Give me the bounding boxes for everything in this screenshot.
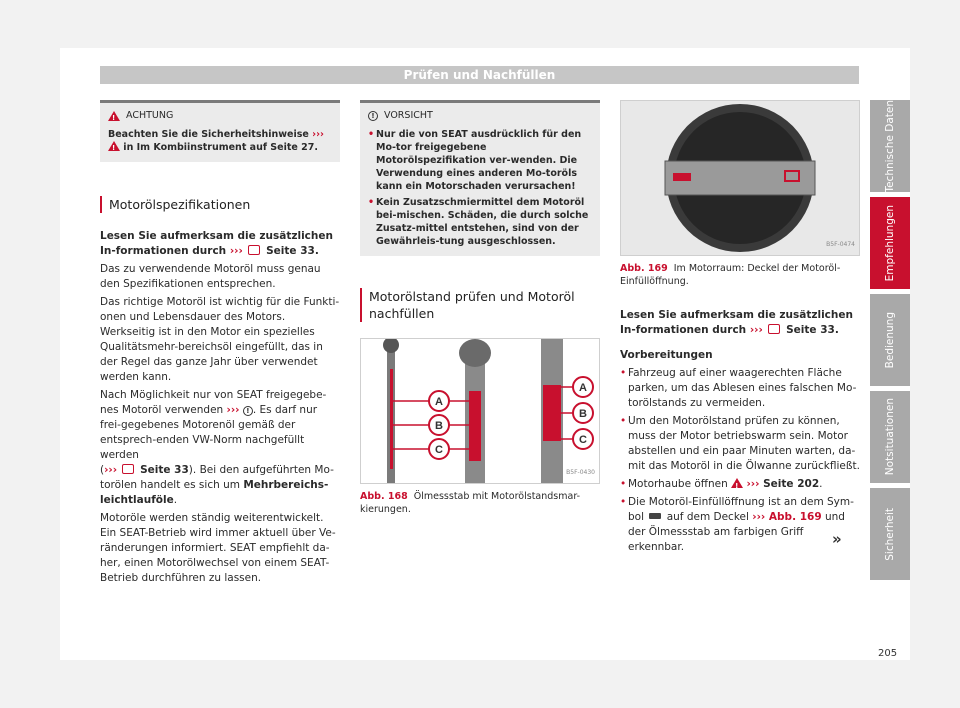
- oil-cap-illustration: [621, 101, 859, 255]
- figure-168-caption: [360, 490, 600, 516]
- figure-caption-text: Ölmessstab mit Motorölstandsmar-kierungen.: [360, 491, 581, 515]
- warning-icon: [731, 478, 743, 488]
- book-icon: [122, 464, 134, 474]
- caution-title: VORSICHT: [384, 110, 433, 121]
- tab-technische-daten[interactable]: [870, 100, 910, 192]
- label-b-right: B: [579, 408, 587, 420]
- intro-para-right: [620, 308, 860, 338]
- label-c: C: [435, 444, 443, 456]
- list-item: • Fahrzeug auf einer waagerechten Fläche parken, um das Ablesen eines falschen Mo-torölstands zu vermeiden.: [620, 366, 860, 411]
- warning-text-a: Beachten Sie die Sicherheitshinweise: [108, 129, 313, 140]
- figure-number: Abb. 168: [360, 491, 408, 502]
- intro-text: Lesen Sie aufmerksam die zusätzlichen In-formationen durch: [100, 230, 333, 257]
- list-item: [620, 495, 860, 555]
- figure-168: [360, 338, 600, 484]
- tab-label: Empfehlungen: [884, 204, 896, 282]
- intro-link[interactable]: Seite 33: [262, 245, 315, 257]
- side-tabs: [870, 100, 910, 585]
- figure-link[interactable]: Abb. 169: [765, 511, 822, 523]
- warning-text-b: in Im Kombiinstrument auf Seite 27.: [120, 142, 318, 153]
- figure-number: Abb. 169: [620, 263, 668, 274]
- figure-169: [620, 100, 860, 256]
- column-right: [620, 100, 860, 555]
- list-item: • Um den Motorölstand prüfen zu können, muss der Motor betriebswarm sein. Motor abstellen und ein paar Minuten warten, da-mit das Motoröl in die Ölwanne zurückfließt.: [620, 414, 860, 474]
- dipstick-illustration: [361, 339, 599, 483]
- intro-end: .: [834, 324, 839, 336]
- label-b: B: [435, 420, 443, 432]
- list-arrows: ›››: [746, 478, 760, 490]
- warning-icon: [108, 111, 120, 121]
- info-icon: !: [243, 406, 253, 416]
- intro-link[interactable]: Seite 33: [782, 324, 835, 336]
- tab-notsituationen[interactable]: [870, 391, 910, 483]
- book-icon: [768, 324, 780, 334]
- continue-arrow: »: [832, 530, 842, 548]
- list-text: Die Motoröl-Einfüllöffnung ist an dem Sym-bol: [628, 496, 854, 523]
- figure-code: B5F-0430: [566, 469, 595, 476]
- intro-arrows: ›››: [749, 324, 763, 336]
- list-item: [620, 477, 860, 492]
- list-link[interactable]: Seite 202: [759, 478, 820, 490]
- para-4-b: . Es darf nur frei-gegebenes Motorenöl gemäß der entsprech-enden VW-Norm nachgefüllt werden: [100, 404, 318, 461]
- heading-oil-spec: Motorölspezifikationen: [100, 196, 340, 213]
- warning-title: ACHTUNG: [126, 110, 174, 121]
- warning-box: [100, 100, 340, 162]
- para-4: Nach Möglichkeit nur von SEAT freigegebe-nes Motoröl verwenden ››› ! . Es darf nur frei-gegebenes Motorenöl gemäß der entsprech-enden VW-Norm nachgefüllt werden (››› Seite 33). Bei den aufgeführten Mo-torölen handelt es sich um Mehrbereichs-leichtlauföle.: [100, 389, 334, 506]
- tab-label: Sicherheit: [884, 507, 896, 561]
- para-4-arrows: ›››: [226, 404, 240, 416]
- intro-arrows: ›››: [229, 245, 243, 257]
- oil-can-icon: [673, 173, 691, 181]
- figure-169-caption: [620, 262, 860, 288]
- para-5: Motoröle werden ständig weiterentwickelt. Ein SEAT-Betrieb wird immer aktuell über Ve-ränderungen informiert. SEAT empfiehlt da-her, einen Motorölwechsel von einem SEAT-Betrieb durchführen zu lassen.: [100, 512, 336, 584]
- tab-label: Notsituationen: [884, 398, 896, 476]
- subheading-preparations: Vorbereitungen: [620, 349, 713, 361]
- warning-arrows: ›››: [312, 129, 324, 140]
- column-middle: [360, 100, 600, 516]
- figure-caption-text: Im Motorraum: Deckel der Motoröl-Einfüllöffnung.: [620, 263, 841, 287]
- heading-oil-level: Motorölstand prüfen und Motoröl nachfüllen: [360, 288, 600, 322]
- label-a-right: A: [579, 382, 587, 394]
- page-number: 205: [878, 648, 898, 659]
- tab-bedienung[interactable]: [870, 294, 910, 386]
- para-4-link[interactable]: Seite 33: [136, 464, 189, 476]
- para-4-bold: Mehrbereichs-leichtlauföle: [100, 479, 329, 506]
- para-4-a: Nach Möglichkeit nur von SEAT freigegebe-nes Motoröl verwenden: [100, 389, 327, 416]
- page-header: Prüfen und Nachfüllen: [100, 66, 859, 84]
- oil-can-icon: [649, 513, 661, 519]
- para-4-c: (: [100, 464, 105, 476]
- warning-icon-inline: [108, 141, 120, 151]
- list-text-b: auf dem Deckel: [663, 511, 753, 523]
- book-icon: [248, 245, 260, 255]
- label-c-right: C: [579, 434, 587, 446]
- para-3: Das richtige Motoröl ist wichtig für die Funkti-onen und Lebensdauer des Motors. Werkseitig ist in den Motor ein spezielles Qualitätsmehr-bereichsöl eingefüllt, das in der Regel das ganze Jahr über verwendet werden kann.: [100, 296, 340, 383]
- intro-end: .: [314, 245, 319, 257]
- list-end: und der Ölmessstab am farbigen Griff erkennbar.: [628, 511, 845, 553]
- tab-label: Technische Daten: [884, 99, 896, 193]
- intro-para: [100, 229, 340, 259]
- column-left: [100, 100, 340, 586]
- tab-empfehlungen[interactable]: [870, 197, 910, 289]
- tab-label: Bedienung: [884, 311, 896, 369]
- caution-item: • Kein Zusatzschmiermittel dem Motoröl bei-mischen. Schäden, die durch solche Zusatz-mittel entstehen, sind von der Gewährleis-tung ausgeschlossen.: [368, 196, 592, 248]
- figure-code: B5F-0474: [826, 241, 855, 248]
- para-4-f: .: [173, 494, 178, 506]
- intro-text: Lesen Sie aufmerksam die zusätzlichen In-formationen durch: [620, 309, 853, 336]
- tab-sicherheit[interactable]: [870, 488, 910, 580]
- para-2: Das zu verwendende Motoröl muss genau den Spezifikationen entsprechen.: [100, 263, 321, 290]
- caution-item: • Nur die von SEAT ausdrücklich für den Mo-tor freigegebene Motorölspezifikation ver-wenden. Die Verwendung eines anderen Mo-toröls kann ein Motorschaden verursachen!: [368, 128, 592, 193]
- caution-icon: !: [368, 111, 378, 121]
- list-text: Motorhaube öffnen: [628, 478, 732, 490]
- para-4-e: ). Bei den aufgeführten Mo-torölen handelt es sich um: [100, 464, 334, 491]
- list-end: .: [819, 478, 823, 490]
- caution-box: [360, 100, 600, 256]
- list-arrows: ›››: [752, 511, 766, 523]
- label-a: A: [435, 396, 443, 408]
